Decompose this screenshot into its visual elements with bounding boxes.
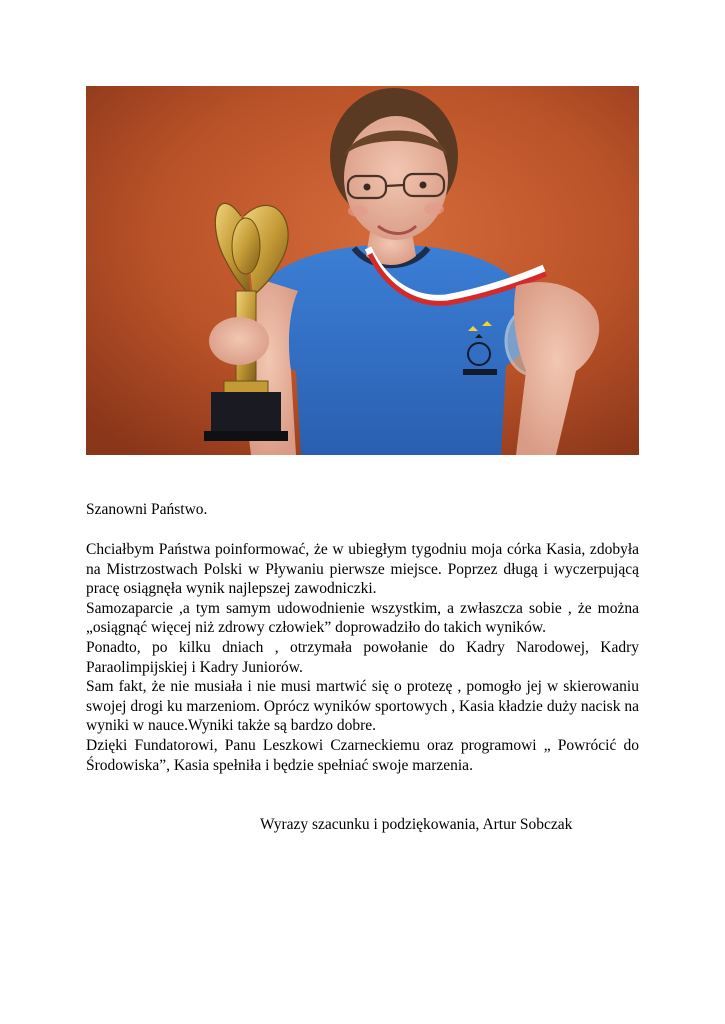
letter-body — [86, 540, 639, 775]
letter-greeting: Szanowni Państwo. — [86, 501, 208, 518]
letter-signature: Wyrazy szacunku i podziękowania, Artur Sobczak — [260, 816, 573, 833]
letter-paragraph-1: Chciałbym Państwa poinformować, że w ubiegłym tygodniu moja córka Kasia, zdobyła na Mistrzostwach Polski w Pływaniu pierwsze miejsce. Poprzez długą i wyczerpującą pracę osiągnęła wynik najlepszej zawodniczki. — [86, 541, 639, 598]
photo-girl-with-trophy — [86, 86, 639, 455]
letter-paragraph-3: Ponadto, po kilku dniach , otrzymała powołanie do Kadry Narodowej, Kadry Paraolimpijskiej i Kadry Juniorów. — [86, 638, 639, 676]
left-hand — [209, 317, 269, 365]
blue-shirt — [261, 244, 531, 455]
photo-illustration — [86, 86, 639, 455]
letter-paragraph-4: Sam fakt, że nie musiała i nie musi martwić się o protezę , pomogło jej w skierowaniu swojej drogi ku marzeniom. Oprócz wyników sportowych , Kasia kładzie duży nacisk na wyniki w nauce.Wyniki także są bardzo dobre. — [86, 678, 639, 735]
letter-paragraph-5: Dzięki Fundatorowi, Panu Leszkowi Czarneckiemu oraz programowi „ Powrócić do Środowiska”, Kasia spełniła i będzie spełniać swoje marzenia. — [86, 736, 639, 774]
letter-paragraph-2: Samozaparcie ,a tym samym udowodnienie wszystkim, a zwłaszcza sobie , że można „osiągnąć więcej niż zdrowy człowiek” doprowadziło do takich wyników. — [86, 599, 639, 637]
